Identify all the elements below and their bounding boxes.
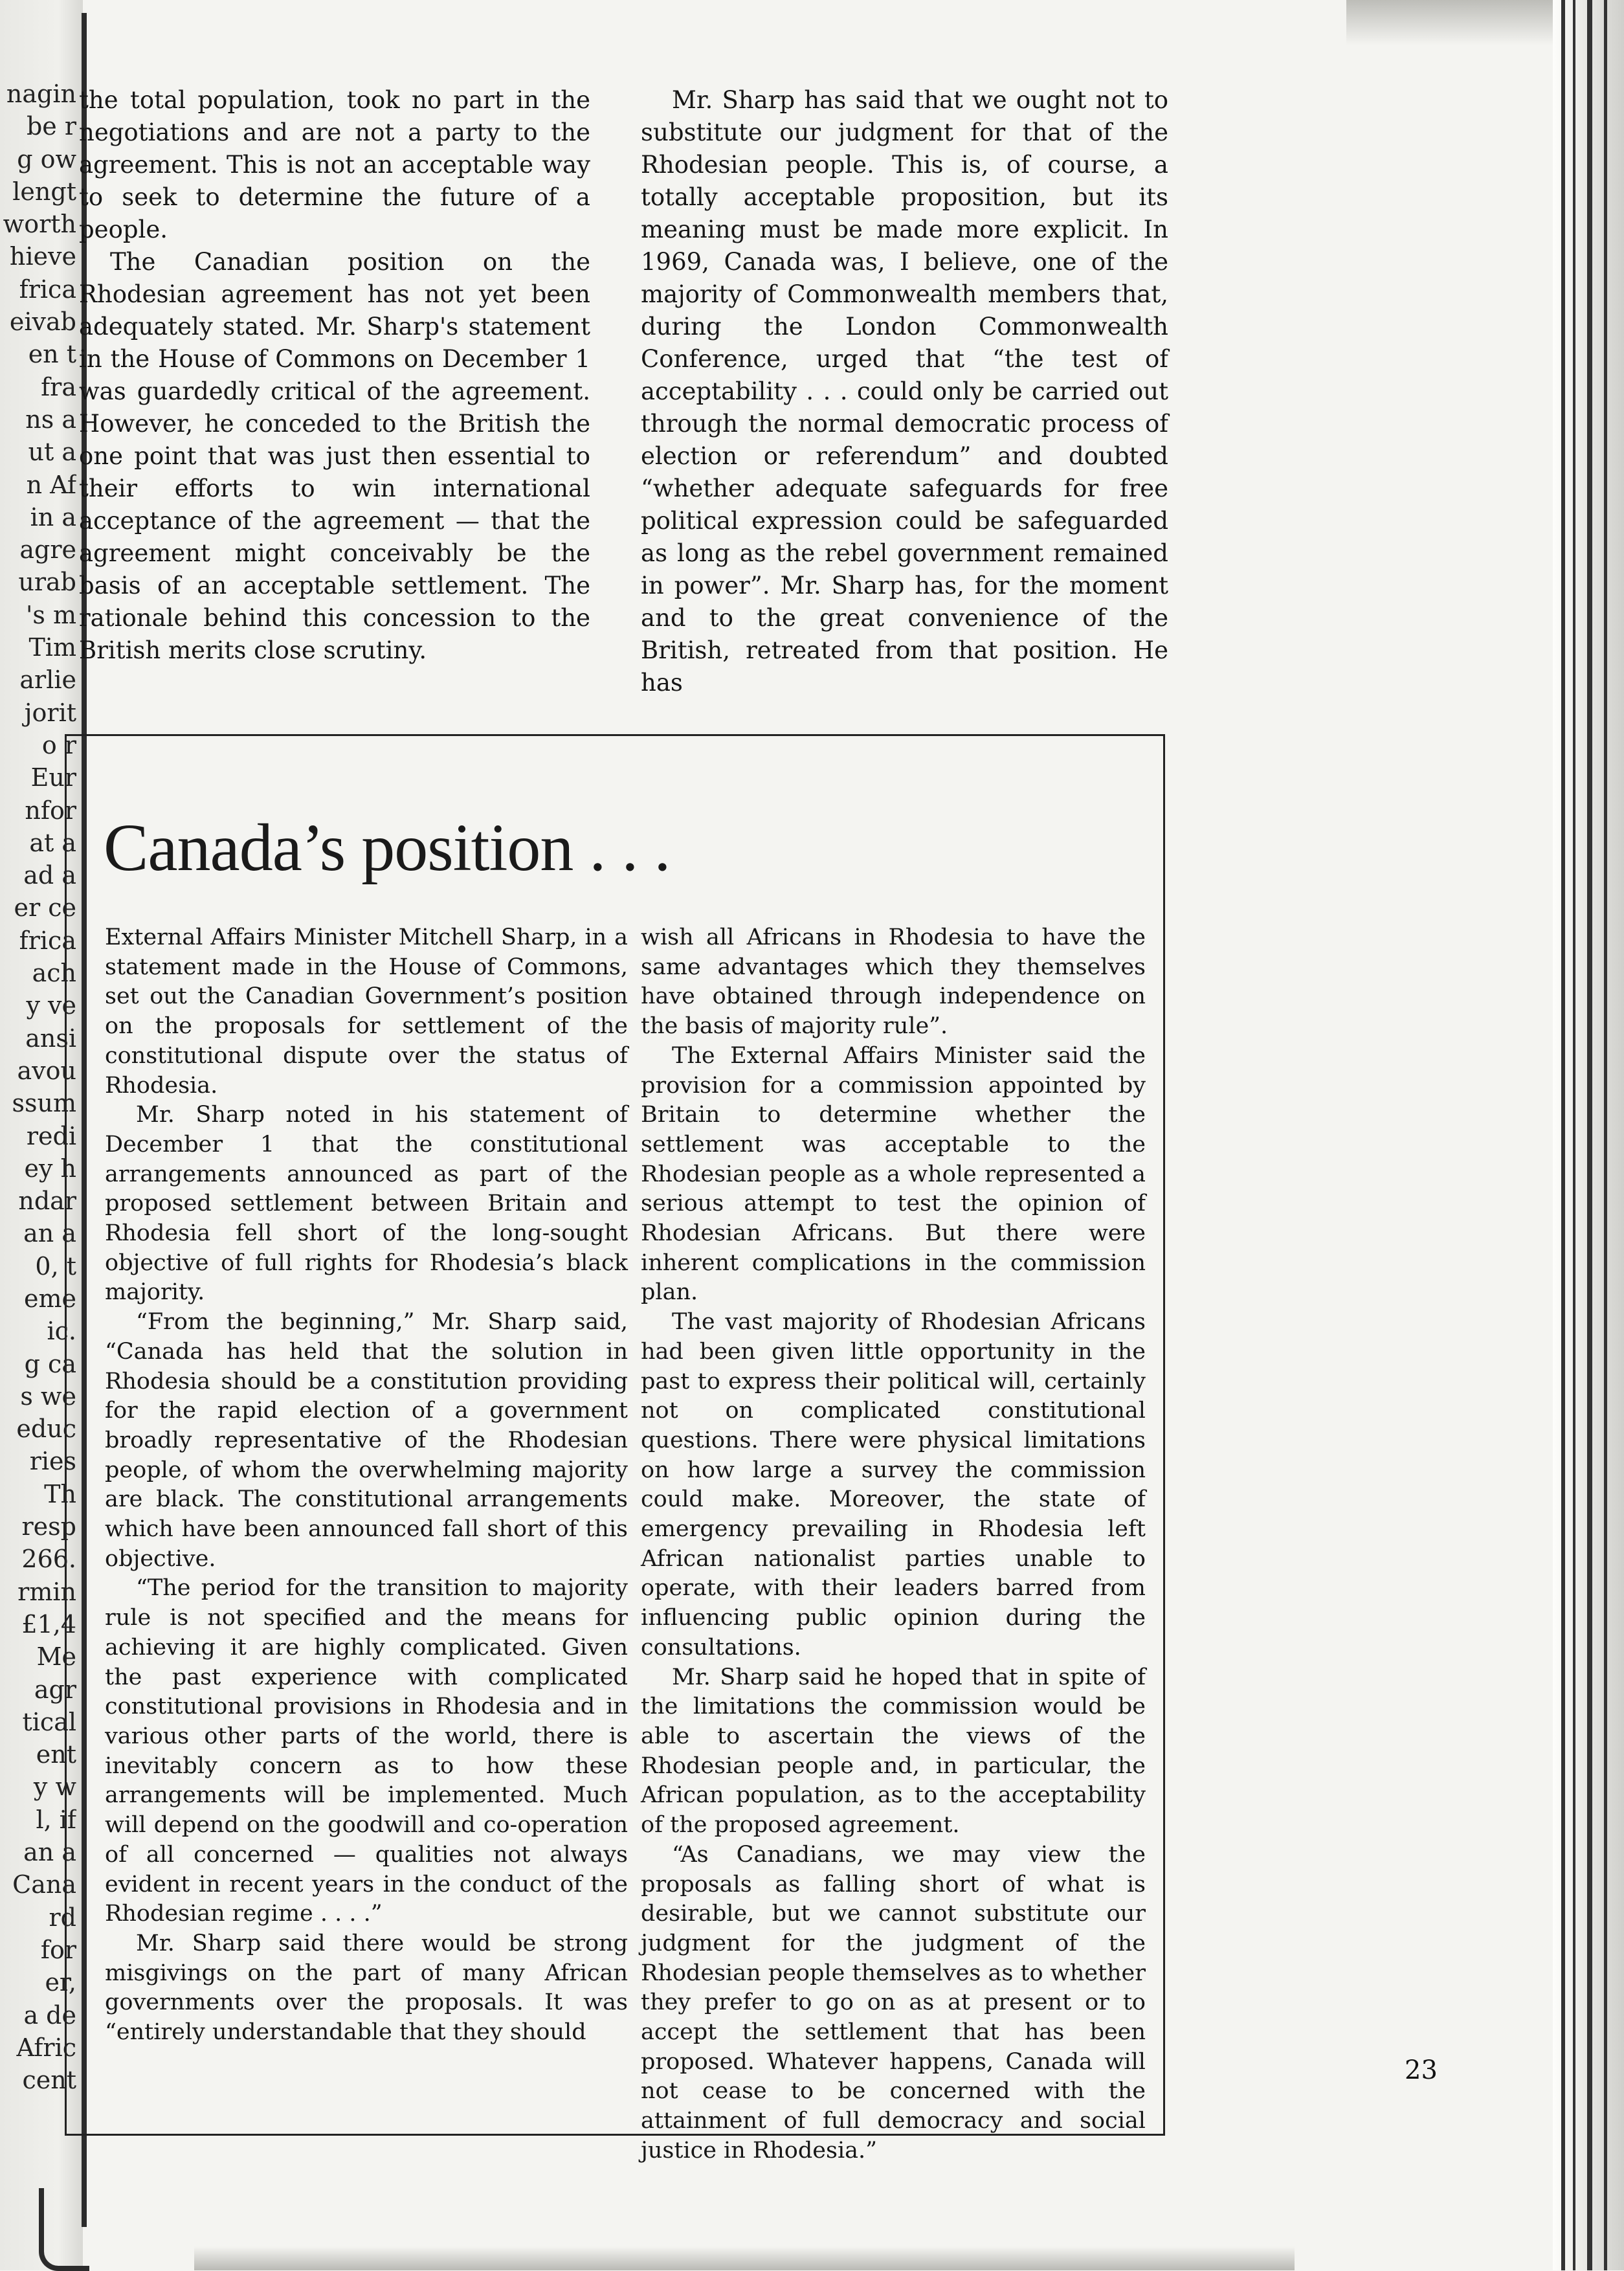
article-column-2 <box>641 84 1168 699</box>
left-edge-fragment: tical <box>22 1707 76 1736</box>
sidebar-paragraph: “From the beginning,” Mr. Sharp said, “Canada has held that the solution in Rhodesia should be a constitution providing for the rapid election of a government broadly representative of the Rhodesian people, of whom the overwhelming majority are black. The constitutional arrangements which have been announced fall short of this objective. <box>105 1309 628 1572</box>
left-edge-fragment: frica <box>19 926 76 955</box>
left-edge-fragment: frica <box>19 274 76 304</box>
left-edge-fragment: Afric <box>16 2033 76 2062</box>
left-edge-fragment: y w <box>33 1773 76 1802</box>
left-edge-fragment: n Af <box>26 470 76 499</box>
left-edge-fragment: en t <box>28 340 76 369</box>
left-edge-fragment: ries <box>29 1447 76 1476</box>
left-edge-fragment: cent <box>22 2066 76 2095</box>
sidebar-paragraph: “The period for the transition to majority rule is not specified and the means for achieving it are highly complicated. Given the past experience with complicated constitutional provisions in Rhodesia and in various other parts of the world, there is inevitably concern as to how these arrangements will be implemented. Much will depend on the goodwill and co-operation of all concerned — qualities not always evident in recent years in the conduct of the Rhodesian regime . . . .” <box>105 1575 628 1927</box>
binding-spine-curl <box>39 2188 89 2271</box>
left-edge-fragment: a de <box>23 2000 76 2030</box>
left-edge-fragment: rd <box>49 1903 76 1932</box>
sidebar-title: Canada’s position . . . <box>104 811 671 885</box>
left-edge-fragment: 0, t <box>35 1251 76 1281</box>
left-edge-fragment: ansi <box>25 1024 76 1053</box>
left-edge-fragment: ns a <box>25 405 76 434</box>
left-edge-fragment: Me <box>36 1642 76 1672</box>
sidebar-paragraph: The External Affairs Minister said the provision for a commission appointed by Britain to determine whether the settlement was acceptable to the Rhodesian people as a whole represented a serious attempt to test the opinion of Rhodesian Africans. But there were inherent complications in the commission plan. <box>641 1042 1146 1306</box>
article-paragraph: Mr. Sharp has said that we ought not to substitute our judgment for that of the Rhodesian people. This is, of course, a totally acceptable proposition, but its meaning must be made more explicit. In 1969, Canada was, I believe, one of the majority of Commonwealth members that, during the London Commonwealth Conference, urged that “the test of acceptability . . . could only be carried out through the normal democratic process of election or referendum” and doubted “whether adequate safeguards for free political expression could be safeguarded as long as the rebel government remained in power”. Mr. Sharp has, for the moment and to the great convenience of the British, retreated from that position. He has <box>641 86 1168 697</box>
left-edge-fragment: eme <box>23 1284 76 1313</box>
left-edge-fragment: g ca <box>24 1349 76 1378</box>
left-edge-fragment: fra <box>41 372 76 401</box>
left-edge-fragment: Th <box>44 1479 76 1508</box>
left-edge-fragment: in a <box>30 502 76 531</box>
left-edge-fragment: Cana <box>12 1870 76 1899</box>
page-number: 23 <box>1405 2055 1438 2085</box>
left-edge-fragment: agr <box>34 1675 76 1704</box>
left-edge-fragment: l, if <box>36 1805 76 1834</box>
left-edge-fragment: an a <box>23 1838 76 1867</box>
sidebar-paragraph: Mr. Sharp said he hoped that in spite of the limitations the commission would be able to ascertain the views of the Rhodesian people and, in particular, the African population, as to the acceptability of the proposed agreement. <box>641 1664 1146 1839</box>
article-paragraph: The Canadian position on the Rhodesian agreement has not yet been adequately stated. Mr. Sharp's statement in the House of Commons on December 1 was guardedly critical of the agreement. However, he conceded to the British the one point that was just then essential to their efforts to win international acceptance of the agreement — that the agreement might conceivably be the basis of an acceptable settlement. The rationale behind this concession to the British merits close scrutiny. <box>79 248 590 664</box>
left-edge-fragment: hieve <box>9 242 76 271</box>
left-edge-fragment: Eur <box>30 763 76 792</box>
left-edge-fragment: ent <box>36 1740 76 1769</box>
binding-line <box>1573 0 1575 2270</box>
left-edge-fragment: er ce <box>14 893 76 923</box>
left-edge-fragment: arlie <box>19 666 76 695</box>
article-column-1 <box>79 84 590 667</box>
left-edge-fragment: worth <box>3 210 76 239</box>
left-edge-fragment: ach <box>32 959 76 988</box>
left-edge-fragment: nagin <box>6 80 76 108</box>
sidebar-content <box>65 734 1165 2164</box>
sidebar-paragraph: “As Canadians, we may view the proposals as falling short of what is desirable, but we cannot substitute our judgment for the judgment of the Rhodesian people themselves as to whether they prefer to go on as at present or to accept the settlement that has been proposed. Whatever happens, Canada will not cease to be concerned with the attainment of full democracy and social justice in Rhodesia.” <box>641 1841 1146 2164</box>
left-edge-fragment: be r <box>26 112 76 141</box>
left-edge-fragment: lengt <box>12 177 76 206</box>
left-edge-fragment: nfor <box>25 796 76 825</box>
left-edge-fragment: y ve <box>26 991 76 1020</box>
sidebar-paragraph: External Affairs Minister Mitchell Sharp, in a statement made in the House of Commons, set out the Canadian Government’s position on the proposals for settlement of the constitutional dispute over the status of Rhodesia. <box>105 924 628 1099</box>
left-edge-fragment: educ <box>16 1415 76 1444</box>
left-edge-fragment: ey h <box>24 1154 76 1183</box>
left-edge-fragment: jorit <box>24 698 76 727</box>
left-edge-fragment: er, <box>45 1968 76 1997</box>
sidebar-column-2 <box>641 923 1146 2166</box>
left-edge-fragment: 266. <box>21 1545 76 1574</box>
left-edge-fragment: at a <box>29 828 76 857</box>
binding-line <box>1587 0 1592 2270</box>
binding-line <box>1604 0 1607 2270</box>
left-edge-fragment: agre <box>19 535 76 565</box>
left-edge-fragment: ad a <box>23 861 76 890</box>
left-edge-fragment: 's m <box>25 600 76 629</box>
left-edge-fragment: ndar <box>18 1187 76 1216</box>
sidebar-paragraph: Mr. Sharp said there would be strong misgivings on the part of many African governments over the proposals. It was “entirely understandable that they should <box>105 1930 628 2046</box>
left-edge-fragment: urab <box>18 568 76 597</box>
left-edge-fragment: redi <box>26 1121 76 1150</box>
sidebar-paragraph: wish all Africans in Rhodesia to have the same advantages which they themselves have obtained through independence on the basis of majority rule”. <box>641 924 1146 1040</box>
left-edge-fragment: £1,4 <box>21 1609 76 1639</box>
sidebar-column-1 <box>105 923 628 2048</box>
sidebar-paragraph: Mr. Sharp noted in his statement of December 1 that the constitutional arrangements announced as part of the proposed settlement between Britain and Rhodesia fell short of the long-sought objective of full rights for Rhodesia’s black majority. <box>105 1102 628 1306</box>
left-edge-fragment: ut a <box>28 438 76 467</box>
left-edge-fragment: s we <box>20 1382 76 1411</box>
left-edge-fragment: for <box>40 1935 76 1964</box>
left-edge-fragment: g ow <box>17 144 76 173</box>
left-edge-fragment: Tim <box>28 633 76 662</box>
article-paragraph: the total population, took no part in the negotiations and are not a party to the agreement. This is not an acceptable way to seek to determine the future of a people. <box>79 86 590 243</box>
left-edge-fragment: resp <box>21 1512 76 1541</box>
left-edge-fragment: o r <box>41 730 76 759</box>
left-edge-fragment: ic. <box>47 1317 76 1346</box>
sidebar-paragraph: The vast majority of Rhodesian Africans had been given little opportunity in the past to express their political will, certainly not on complicated constitutional questions. There were physical limitations on how large a survey the commission could make. Moreover, the state of emergency prevailing in Rhodesia left African nationalist parties unable to operate, with their leaders barred from influencing public opinion during the consultations. <box>641 1309 1146 1661</box>
scan-bottom-edge-shadow <box>194 2246 1295 2270</box>
binding-line <box>1561 0 1565 2270</box>
left-edge-fragment: eivab <box>9 308 76 337</box>
left-edge-fragment: ssum <box>12 1089 76 1118</box>
left-edge-fragment: rmin <box>17 1577 76 1606</box>
left-edge-fragment: an a <box>23 1219 76 1248</box>
left-edge-fragment: avou <box>17 1056 76 1085</box>
